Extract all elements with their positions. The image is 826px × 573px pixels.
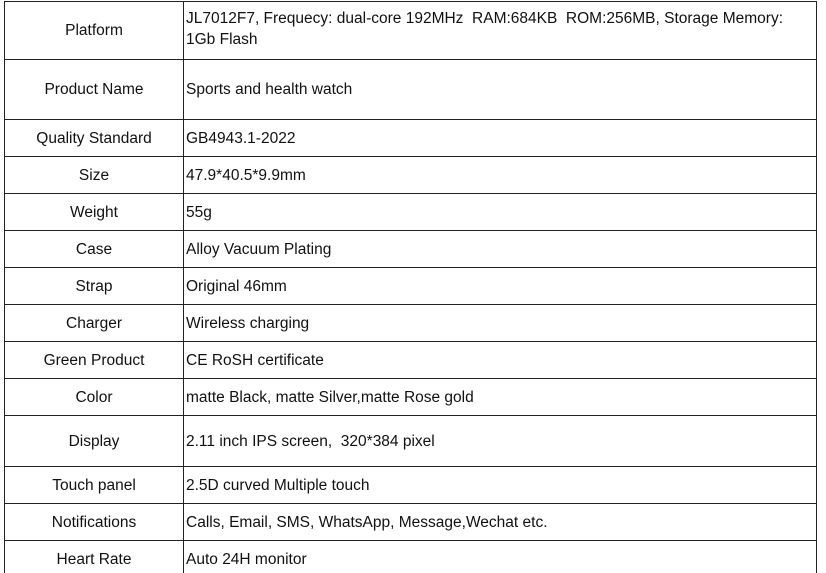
spec-table — [4, 1, 817, 573]
spec-value: 2.11 inch IPS screen, 320*384 pixel — [184, 416, 817, 467]
spec-value: Original 46mm — [184, 268, 817, 305]
spec-label: Product Name — [5, 60, 184, 120]
spec-value: GB4943.1-2022 — [184, 120, 817, 157]
spec-row-case — [5, 231, 817, 268]
spec-row-platform — [5, 2, 817, 60]
spec-value: Auto 24H monitor — [184, 541, 817, 573]
spec-value: 47.9*40.5*9.9mm — [184, 157, 817, 194]
spec-row-display — [5, 416, 817, 467]
spec-row-touch-panel — [5, 467, 817, 504]
spec-row-charger — [5, 305, 817, 342]
spec-row-notifications — [5, 504, 817, 541]
spec-row-green-product — [5, 342, 817, 379]
spec-label: Touch panel — [5, 467, 184, 504]
spec-label: Display — [5, 416, 184, 467]
spec-value: CE RoSH certificate — [184, 342, 817, 379]
spec-row-strap — [5, 268, 817, 305]
spec-value: Wireless charging — [184, 305, 817, 342]
spec-value: Sports and health watch — [184, 60, 817, 120]
spec-row-quality-standard — [5, 120, 817, 157]
spec-row-heart-rate — [5, 541, 817, 573]
spec-label: Platform — [5, 2, 184, 60]
spec-label: Strap — [5, 268, 184, 305]
spec-row-color — [5, 379, 817, 416]
spec-label: Weight — [5, 194, 184, 231]
spec-row-size — [5, 157, 817, 194]
spec-value: Calls, Email, SMS, WhatsApp, Message,Wechat etc. — [184, 504, 817, 541]
spec-label: Quality Standard — [5, 120, 184, 157]
spec-value: JL7012F7, Frequecy: dual-core 192MHz RAM:684KB ROM:256MB, Storage Memory: 1Gb Flash — [184, 2, 817, 60]
spec-label: Size — [5, 157, 184, 194]
spec-label: Heart Rate — [5, 541, 184, 573]
page-edge — [819, 0, 826, 573]
spec-value: 55g — [184, 194, 817, 231]
spec-value: 2.5D curved Multiple touch — [184, 467, 817, 504]
spec-label: Color — [5, 379, 184, 416]
spec-row-weight — [5, 194, 817, 231]
spec-label: Notifications — [5, 504, 184, 541]
spec-value: matte Black, matte Silver,matte Rose gold — [184, 379, 817, 416]
spec-label: Green Product — [5, 342, 184, 379]
spec-label: Charger — [5, 305, 184, 342]
spec-label: Case — [5, 231, 184, 268]
spec-row-product-name — [5, 60, 817, 120]
spec-value: Alloy Vacuum Plating — [184, 231, 817, 268]
